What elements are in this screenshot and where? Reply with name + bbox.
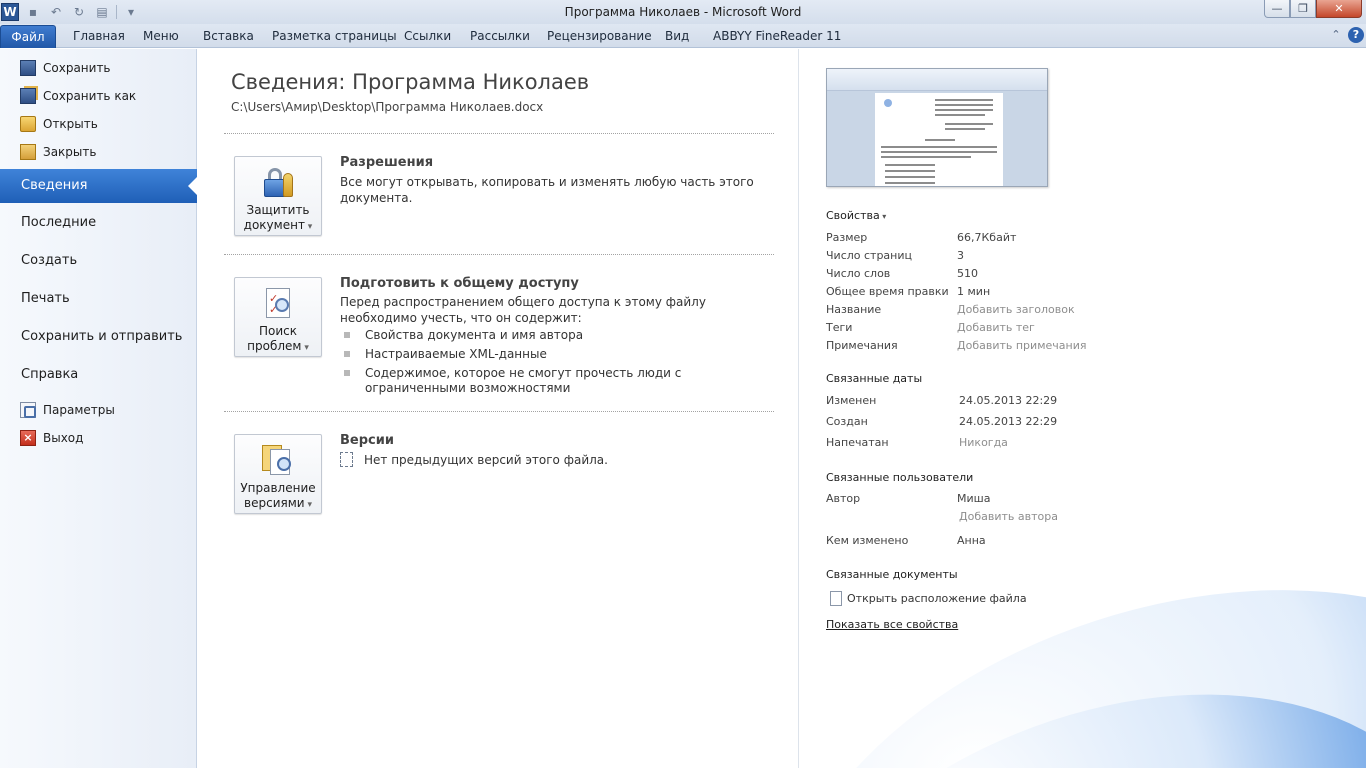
document-path: C:\Users\Амир\Desktop\Программа Николаев.docx (231, 100, 544, 114)
exit-icon: × (20, 430, 36, 446)
help-icon[interactable]: ? (1348, 27, 1364, 43)
date-created-label: Создан (826, 415, 868, 428)
nav-open-label: Открыть (43, 117, 98, 131)
customize-toolbar-icon[interactable]: ▾ (127, 5, 135, 19)
tab-view[interactable]: Вид (665, 29, 690, 43)
tab-insert[interactable]: Вставка (203, 29, 254, 43)
tab-review[interactable]: Рецензирование (547, 29, 652, 43)
modified-by-label: Кем изменено (826, 534, 909, 547)
prepare-text: Перед распространением общего доступа к этому файлу необходимо учесть, что он содержит: (340, 295, 706, 325)
nav-tab-recent[interactable]: Последние (21, 215, 97, 230)
nav-save[interactable] (20, 58, 111, 78)
nav-exit-label: Выход (43, 431, 84, 445)
prop-comments-input[interactable]: Добавить примечания (957, 339, 1087, 352)
close-icon[interactable]: ✕ (1316, 0, 1362, 18)
document-thumbnail[interactable] (826, 68, 1048, 187)
versions-text: Нет предыдущих версий этого файла. (364, 452, 608, 467)
tab-file[interactable]: Файл (0, 25, 56, 48)
date-modified-label: Изменен (826, 394, 877, 407)
section-divider (224, 133, 774, 134)
tab-home[interactable]: Главная (73, 29, 125, 43)
bullet-icon (344, 370, 350, 376)
maximize-icon[interactable]: ❐ (1290, 0, 1316, 18)
open-folder-icon (20, 116, 36, 132)
prop-size-label: Размер (826, 231, 868, 244)
nav-save-label: Сохранить (43, 61, 111, 75)
options-icon (20, 402, 36, 418)
minimize-ribbon-icon[interactable]: ⌃ (1331, 28, 1341, 41)
prop-words-label: Число слов (826, 267, 891, 280)
prop-edit-time-label: Общее время правки (826, 285, 949, 298)
bullet-icon (344, 351, 350, 357)
nav-tab-new[interactable]: Создать (21, 253, 78, 268)
backstage-nav (0, 49, 197, 768)
title-bar (0, 0, 1366, 24)
prop-words-value: 510 (957, 267, 978, 280)
tab-page-layout[interactable]: Разметка страницы (272, 29, 397, 43)
redo-icon[interactable]: ↻ (73, 5, 85, 19)
print-preview-icon[interactable]: ▤ (96, 5, 108, 19)
author-value[interactable]: Миша (957, 492, 991, 505)
word-app-icon[interactable]: W (1, 3, 19, 21)
tab-mailings[interactable]: Рассылки (470, 29, 530, 43)
section-divider (224, 411, 774, 412)
check-issues-label-2: проблем ▾ (235, 339, 321, 356)
show-all-properties-link[interactable]: Показать все свойства (826, 618, 959, 631)
manage-versions-label-2: версиями ▾ (235, 496, 321, 513)
file-icon (830, 591, 842, 606)
properties-dropdown[interactable]: Свойства ▾ (826, 209, 886, 222)
manage-versions-button[interactable] (234, 434, 322, 514)
bullet-icon (344, 332, 350, 338)
lock-key-icon (261, 165, 295, 199)
open-file-location-label: Открыть расположение файла (847, 592, 1027, 605)
prop-pages-value: 3 (957, 249, 964, 262)
section-divider (224, 254, 774, 255)
protect-document-button[interactable] (234, 156, 322, 236)
version-document-icon (340, 452, 353, 467)
nav-open[interactable] (20, 114, 98, 134)
check-issues-label-1: Поиск (258, 324, 297, 338)
bullet-text: Содержимое, которое не смогут прочесть люди с ограниченными возможностями (365, 366, 682, 395)
prop-size-value: 66,7Кбайт (957, 231, 1017, 244)
window-title: Программа Николаев - Microsoft Word (564, 5, 802, 19)
nav-close-label: Закрыть (43, 145, 97, 159)
related-dates-heading: Связанные даты (826, 372, 923, 385)
nav-close[interactable] (20, 142, 96, 162)
prop-edit-time-value: 1 мин (957, 285, 991, 298)
bullet-text: Настраиваемые XML-данные (365, 347, 547, 361)
open-file-location-link[interactable] (830, 591, 1027, 606)
prop-pages-label: Число страниц (826, 249, 913, 262)
prepare-heading: Подготовить к общему доступу (340, 276, 579, 291)
save-as-icon (20, 88, 36, 104)
related-people-heading: Связанные пользователи (826, 471, 974, 484)
ribbon-right-controls (1328, 27, 1364, 43)
check-for-issues-button[interactable] (234, 277, 322, 357)
prop-title-label: Название (826, 303, 882, 316)
save-icon[interactable]: ▪ (28, 5, 38, 19)
nav-save-as[interactable] (20, 86, 136, 106)
bullet-text: Свойства документа и имя автора (365, 328, 584, 342)
add-author-input[interactable]: Добавить автора (959, 510, 1058, 523)
versions-status (340, 452, 608, 467)
nav-exit[interactable] (20, 428, 83, 448)
nav-tab-help[interactable]: Справка (21, 367, 79, 382)
author-label: Автор (826, 492, 861, 505)
manage-versions-label-1: Управление (240, 481, 316, 495)
tab-references[interactable]: Ссылки (404, 29, 452, 43)
nav-tab-print[interactable]: Печать (21, 291, 70, 306)
nav-options[interactable] (20, 400, 115, 420)
info-panel (198, 49, 798, 768)
minimize-icon[interactable]: — (1264, 0, 1290, 18)
ribbon-tab-row (0, 24, 1366, 48)
prop-comments-label: Примечания (826, 339, 898, 352)
tab-menu[interactable]: Меню (143, 29, 179, 43)
nav-options-label: Параметры (43, 403, 115, 417)
protect-document-label-1: Защитить (246, 203, 310, 217)
date-modified-value: 24.05.2013 22:29 (959, 394, 1058, 407)
permissions-heading: Разрешения (340, 155, 434, 170)
properties-pane (798, 49, 1366, 768)
permissions-text: Все могут открывать, копировать и изменять любую часть этого документа. (340, 175, 754, 205)
page-title: Сведения: Программа Николаев (231, 70, 590, 94)
nav-tab-save-send[interactable]: Сохранить и отправить (21, 329, 183, 344)
date-printed-value: Никогда (959, 436, 1008, 449)
versions-icon (261, 443, 295, 477)
tab-abbyy[interactable]: ABBYY FineReader 11 (713, 29, 842, 43)
close-folder-icon (20, 144, 36, 160)
undo-icon[interactable]: ↶ (50, 5, 62, 19)
prop-tags-input[interactable]: Добавить тег (957, 321, 1035, 334)
nav-tab-info[interactable]: Сведения (0, 169, 197, 203)
prop-tags-label: Теги (826, 321, 853, 334)
save-icon (20, 60, 36, 76)
modified-by-value[interactable]: Анна (957, 534, 986, 547)
window-controls (1264, 0, 1362, 18)
versions-heading: Версии (340, 433, 394, 448)
protect-document-label-2: документ ▾ (235, 218, 321, 235)
nav-save-as-label: Сохранить как (43, 89, 137, 103)
inspect-document-icon (261, 286, 295, 320)
prop-title-input[interactable]: Добавить заголовок (957, 303, 1075, 316)
related-documents-heading: Связанные документы (826, 568, 958, 581)
date-created-value: 24.05.2013 22:29 (959, 415, 1058, 428)
date-printed-label: Напечатан (826, 436, 889, 449)
